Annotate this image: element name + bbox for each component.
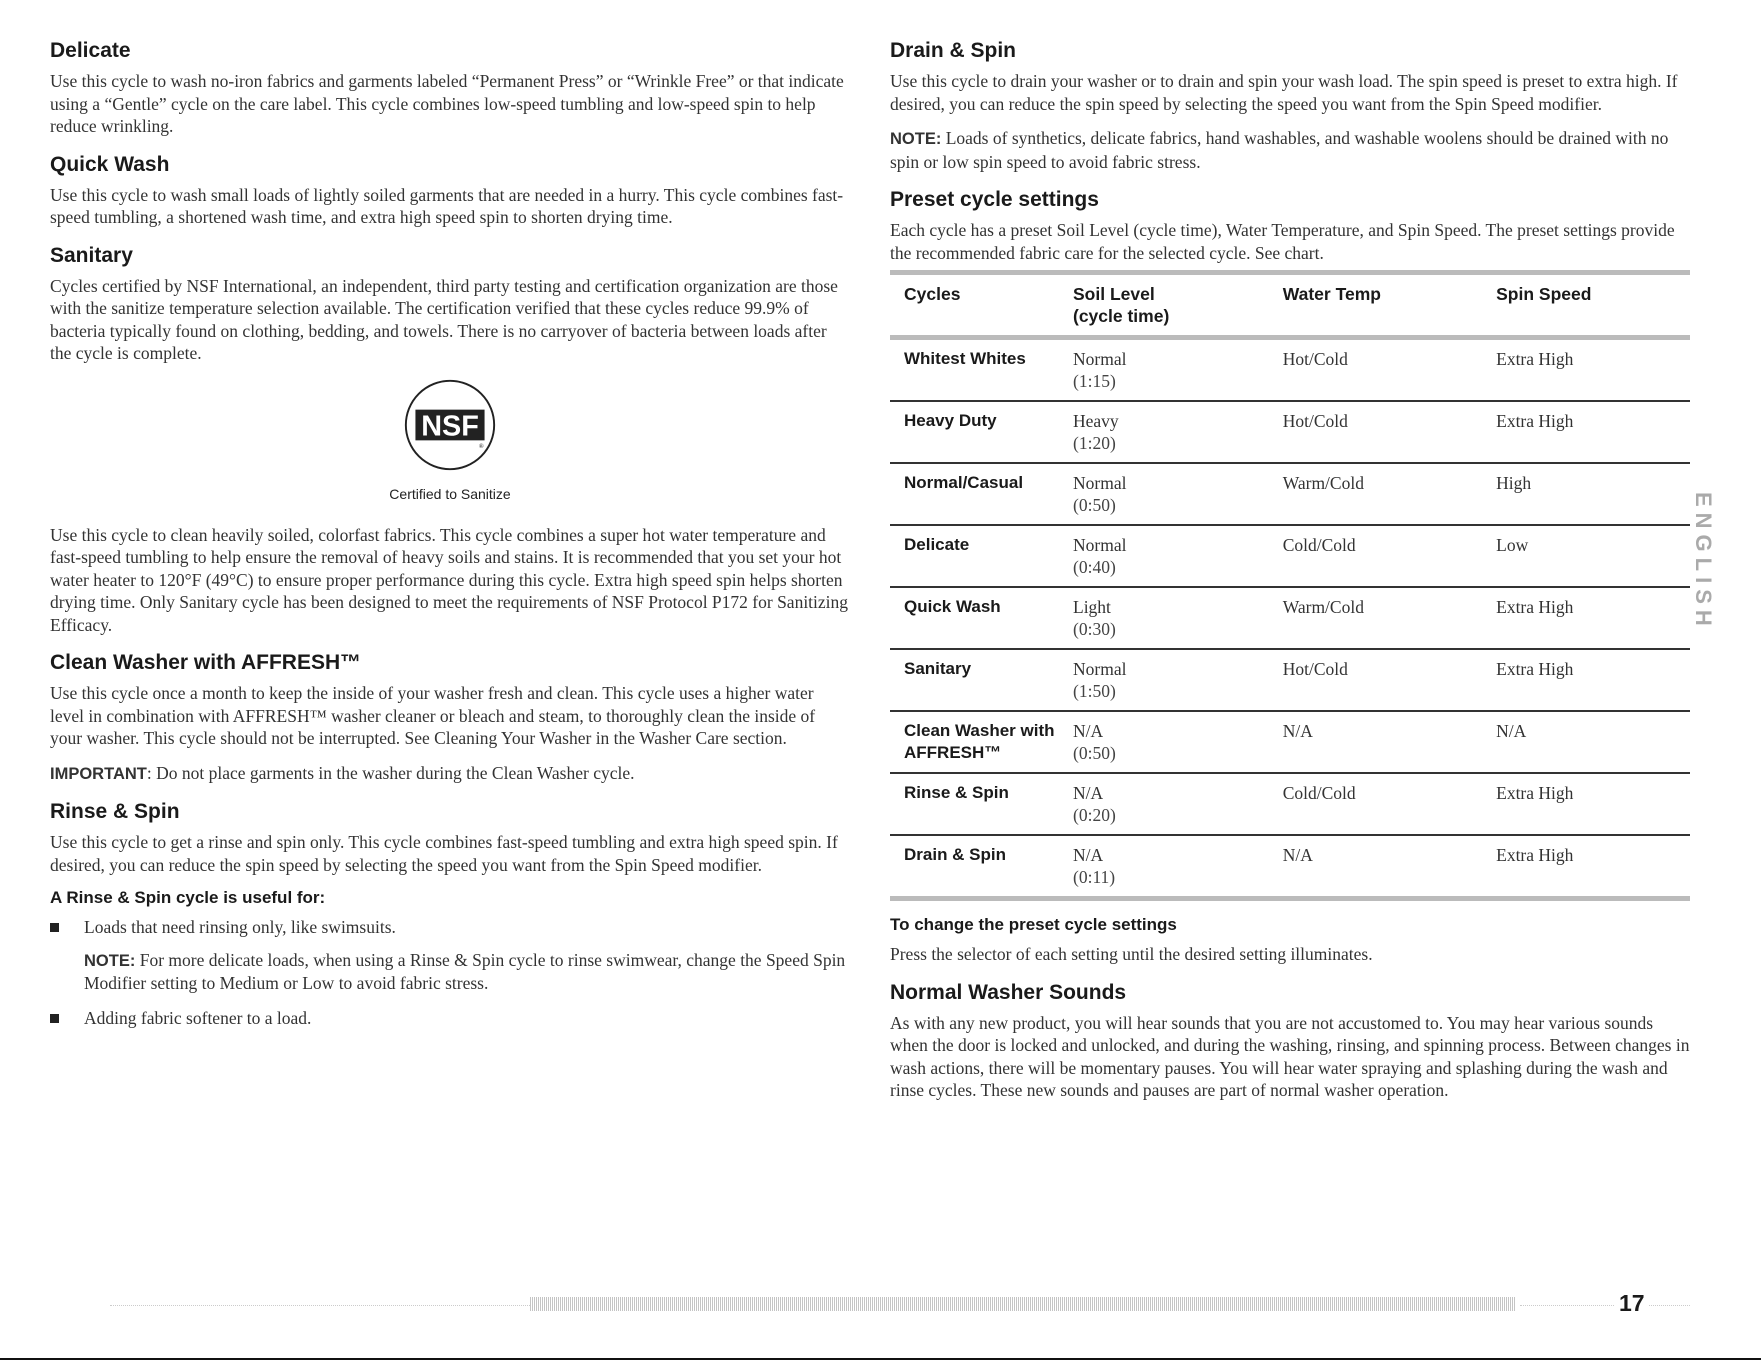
rinse-note — [50, 949, 850, 995]
section-title: Normal Washer Sounds — [890, 980, 1127, 1004]
nsf-certification — [50, 377, 850, 502]
table-header-row — [890, 273, 1690, 338]
cell-soil-level: Normal (0:50) — [1059, 463, 1269, 525]
cell-cycle: Quick Wash — [904, 597, 1001, 616]
section-title: Sanitary — [50, 243, 133, 267]
section-body: Use this cycle to wash no-iron fabrics and garments labeled “Permanent Press” or “Wrinkle Free” or that indicate using a “Gentle” cycle on the care label. This cycle combines low-speed tumbling and low-speed spin to help reduce wrinkling. — [50, 71, 844, 136]
section-body: Use this cycle to wash small loads of lightly soiled garments that are needed in a hurry. This cycle combines fast-speed tumbling, a shortened wash time, and extra high speed spin to shorten drying time. — [50, 184, 844, 227]
cell-cycle: Rinse & Spin — [904, 783, 1009, 802]
section-title: Drain & Spin — [890, 39, 1017, 62]
cell-spin-speed: Extra High — [1496, 411, 1574, 431]
cell-water-temp: Warm/Cold — [1282, 473, 1364, 493]
header-cycles: Cycles — [904, 284, 961, 304]
cell-cycle-time: (0:50) — [1073, 495, 1116, 515]
useful-list — [50, 916, 850, 939]
cell-cycle: Clean Washer with AFFRESH™ — [904, 721, 1055, 762]
cell-soil-level: N/A (0:50) — [1059, 711, 1269, 773]
svg-text:®: ® — [478, 442, 484, 450]
note-label: NOTE: — [890, 130, 942, 148]
section-title: Rinse & Spin — [50, 800, 180, 823]
cell-cycle-time: (0:50) — [1073, 743, 1116, 763]
cell-cycle: Heavy Duty — [904, 411, 997, 430]
list-item: Loads that need rinsing only, like swimsuits. — [50, 916, 850, 939]
useful-list-2 — [50, 1007, 850, 1030]
footer-dotted-line — [110, 1305, 530, 1306]
cell-cycle-time: (1:15) — [1073, 371, 1116, 391]
cell-water-temp: Cold/Cold — [1282, 535, 1356, 555]
cycle-settings-table — [890, 270, 1690, 901]
section-body: As with any new product, you will hear sounds that you are not accustomed to. You may hear various sounds when the door is locked and unlocked, and during the washing, rinsing, and spinning process. Between changes in wash actions, there will be momentary pauses. You will hear water spraying and splashing during the wash and rinse cycles. These new sounds and pauses are part of normal washer operation. — [890, 1012, 1690, 1100]
table-row — [890, 773, 1690, 835]
cell-cycle: Drain & Spin — [904, 845, 1007, 864]
footer-hatch-bar — [530, 1297, 1515, 1311]
cell-water-temp: Cold/Cold — [1282, 783, 1356, 803]
section-body: Each cycle has a preset Soil Level (cycle time), Water Temperature, and Spin Speed. The preset settings provide the recommended fabric care for the selected cycle. See chart. — [890, 220, 1675, 263]
cell-cycle-time: (0:11) — [1073, 867, 1116, 887]
header-spin-speed: Spin Speed — [1496, 284, 1592, 304]
cell-spin-speed: Extra High — [1496, 349, 1574, 369]
cell-soil-level: Normal (0:40) — [1059, 525, 1269, 587]
nsf-logo-icon — [402, 377, 498, 473]
table-row — [890, 401, 1690, 463]
cell-cycle: Delicate — [904, 535, 970, 554]
cell-water-temp: Hot/Cold — [1282, 411, 1348, 431]
section-title: Quick Wash — [50, 152, 170, 176]
cell-cycle-time: (1:20) — [1073, 433, 1116, 453]
important-note — [50, 762, 850, 786]
section-title: Delicate — [50, 39, 131, 62]
page-number: 17 — [1615, 1290, 1649, 1317]
table-row — [890, 711, 1690, 773]
cell-spin-speed: Extra High — [1496, 597, 1574, 617]
header-water-temp: Water Temp — [1282, 284, 1381, 304]
cell-soil-level: Light (0:30) — [1059, 587, 1269, 649]
cell-water-temp: N/A — [1282, 845, 1313, 865]
note-label: NOTE: — [84, 951, 136, 970]
important-text: : Do not place garments in the washer during the Clean Washer cycle. — [146, 762, 635, 783]
nsf-caption: Certified to Sanitize — [389, 485, 511, 502]
section-body: Use this cycle once a month to keep the inside of your washer fresh and clean. This cycle uses a higher water level in combination with AFFRESH™ washer cleaner or bleach and steam, to thoroughly clean the inside of your washer. This cycle should not be interrupted. See Cleaning Your Washer in the Washer Care section. — [50, 683, 816, 748]
section-rinse-spin — [50, 799, 850, 1029]
cell-cycle: Sanitary — [904, 659, 972, 678]
cell-cycle-time: (0:40) — [1073, 557, 1116, 577]
cell-spin-speed: High — [1496, 473, 1532, 493]
cell-cycle-time: (1:50) — [1073, 681, 1116, 701]
table-row — [890, 463, 1690, 525]
cell-soil-level: Heavy (1:20) — [1059, 401, 1269, 463]
bullet-square-icon — [50, 1014, 59, 1023]
cell-spin-speed: Low — [1496, 535, 1529, 555]
section-title: To change the preset cycle settings — [890, 915, 1177, 934]
note-text: For more delicate loads, when using a Rinse & Spin cycle to rinse swimwear, change the Speed Spin Modifier setting to Medium or Low to avoid fabric stress. — [84, 949, 846, 993]
section-body: Use this cycle to clean heavily soiled, colorfast fabrics. This cycle combines a super hot water temperature and fast-speed tumbling to help ensure the removal of heavy soils and stains. It is recommended that you set your hot water heater to 120°F (49°C) to ensure proper performance during this cycle. Extra high speed spin helps shorten drying time. Only Sanitary cycle has been designed to meet the requirements of NSF Protocol P172 for Sanitizing Efficacy. — [50, 524, 849, 635]
section-body: Use this cycle to drain your washer or to drain and spin your wash load. The spin speed is preset to extra high. If desired, you can reduce the spin speed by selecting the speed you want from the Spin Speed modifier. — [890, 71, 1678, 114]
section-body: Press the selector of each setting until the desired setting illuminates. — [890, 944, 1373, 964]
cell-soil-level: Normal (1:50) — [1059, 649, 1269, 711]
cell-spin-speed: Extra High — [1496, 659, 1574, 679]
section-quick-wash — [50, 152, 850, 229]
section-clean-washer — [50, 650, 850, 785]
useful-heading: A Rinse & Spin cycle is useful for: — [50, 888, 326, 907]
cell-water-temp: N/A — [1282, 721, 1313, 741]
section-body: Cycles certified by NSF International, an independent, third party testing and certification organization are those with the sanitize temperature selection available. The certification verified that these cycles reduce 99.9% of bacteria typically found on clothing, bedding, and towels. There is no carryover of bacteria between loads after the cycle is complete. — [50, 275, 838, 363]
cell-cycle: Whitest Whites — [904, 349, 1026, 368]
table-row — [890, 649, 1690, 711]
cell-water-temp: Hot/Cold — [1282, 349, 1348, 369]
table-row — [890, 587, 1690, 649]
bullet-square-icon — [50, 923, 59, 932]
header-soil-level: Soil Level (cycle time) — [1073, 284, 1170, 326]
cell-water-temp: Hot/Cold — [1282, 659, 1348, 679]
footer-dotted-line-right — [1520, 1305, 1690, 1306]
section-body: Use this cycle to get a rinse and spin only. This cycle combines fast-speed tumbling and extra high speed spin. If desired, you can reduce the spin speed by selecting the speed you want from the Spin Speed modifier. — [50, 832, 838, 875]
cell-spin-speed: Extra High — [1496, 845, 1574, 865]
cell-cycle: Normal/Casual — [904, 473, 1024, 492]
section-title: Preset cycle settings — [890, 188, 1099, 211]
section-change-preset — [890, 915, 1690, 966]
cell-water-temp: Warm/Cold — [1282, 597, 1364, 617]
cell-cycle-time: (0:20) — [1073, 805, 1116, 825]
important-label: IMPORTANT — [50, 764, 147, 783]
cell-spin-speed: N/A — [1496, 721, 1527, 741]
cell-cycle-time: (0:30) — [1073, 619, 1116, 639]
drain-note — [890, 127, 1690, 173]
right-column — [890, 38, 1690, 1116]
svg-text:NSF: NSF — [421, 410, 479, 443]
section-drain-spin — [890, 38, 1690, 173]
cell-soil-level: N/A (0:11) — [1059, 835, 1269, 899]
cell-soil-level: N/A (0:20) — [1059, 773, 1269, 835]
section-title: Clean Washer with AFFRESH™ — [50, 651, 362, 674]
language-side-tab: ENGLISH — [1691, 492, 1716, 632]
table-row — [890, 525, 1690, 587]
bottom-divider — [0, 1358, 1761, 1360]
section-sounds — [890, 980, 1690, 1102]
table-row — [890, 835, 1690, 899]
cell-soil-level: Normal (1:15) — [1059, 338, 1269, 402]
section-sanitary — [50, 243, 850, 637]
note-text: Loads of synthetics, delicate fabrics, hand washables, and washable woolens should be drained with no spin or low spin speed to avoid fabric stress. — [890, 128, 1669, 172]
table-row — [890, 338, 1690, 402]
list-item: Adding fabric softener to a load. — [50, 1007, 850, 1030]
left-column — [50, 38, 850, 1043]
section-preset — [890, 187, 1690, 901]
cell-spin-speed: Extra High — [1496, 783, 1574, 803]
section-delicate — [50, 38, 850, 138]
